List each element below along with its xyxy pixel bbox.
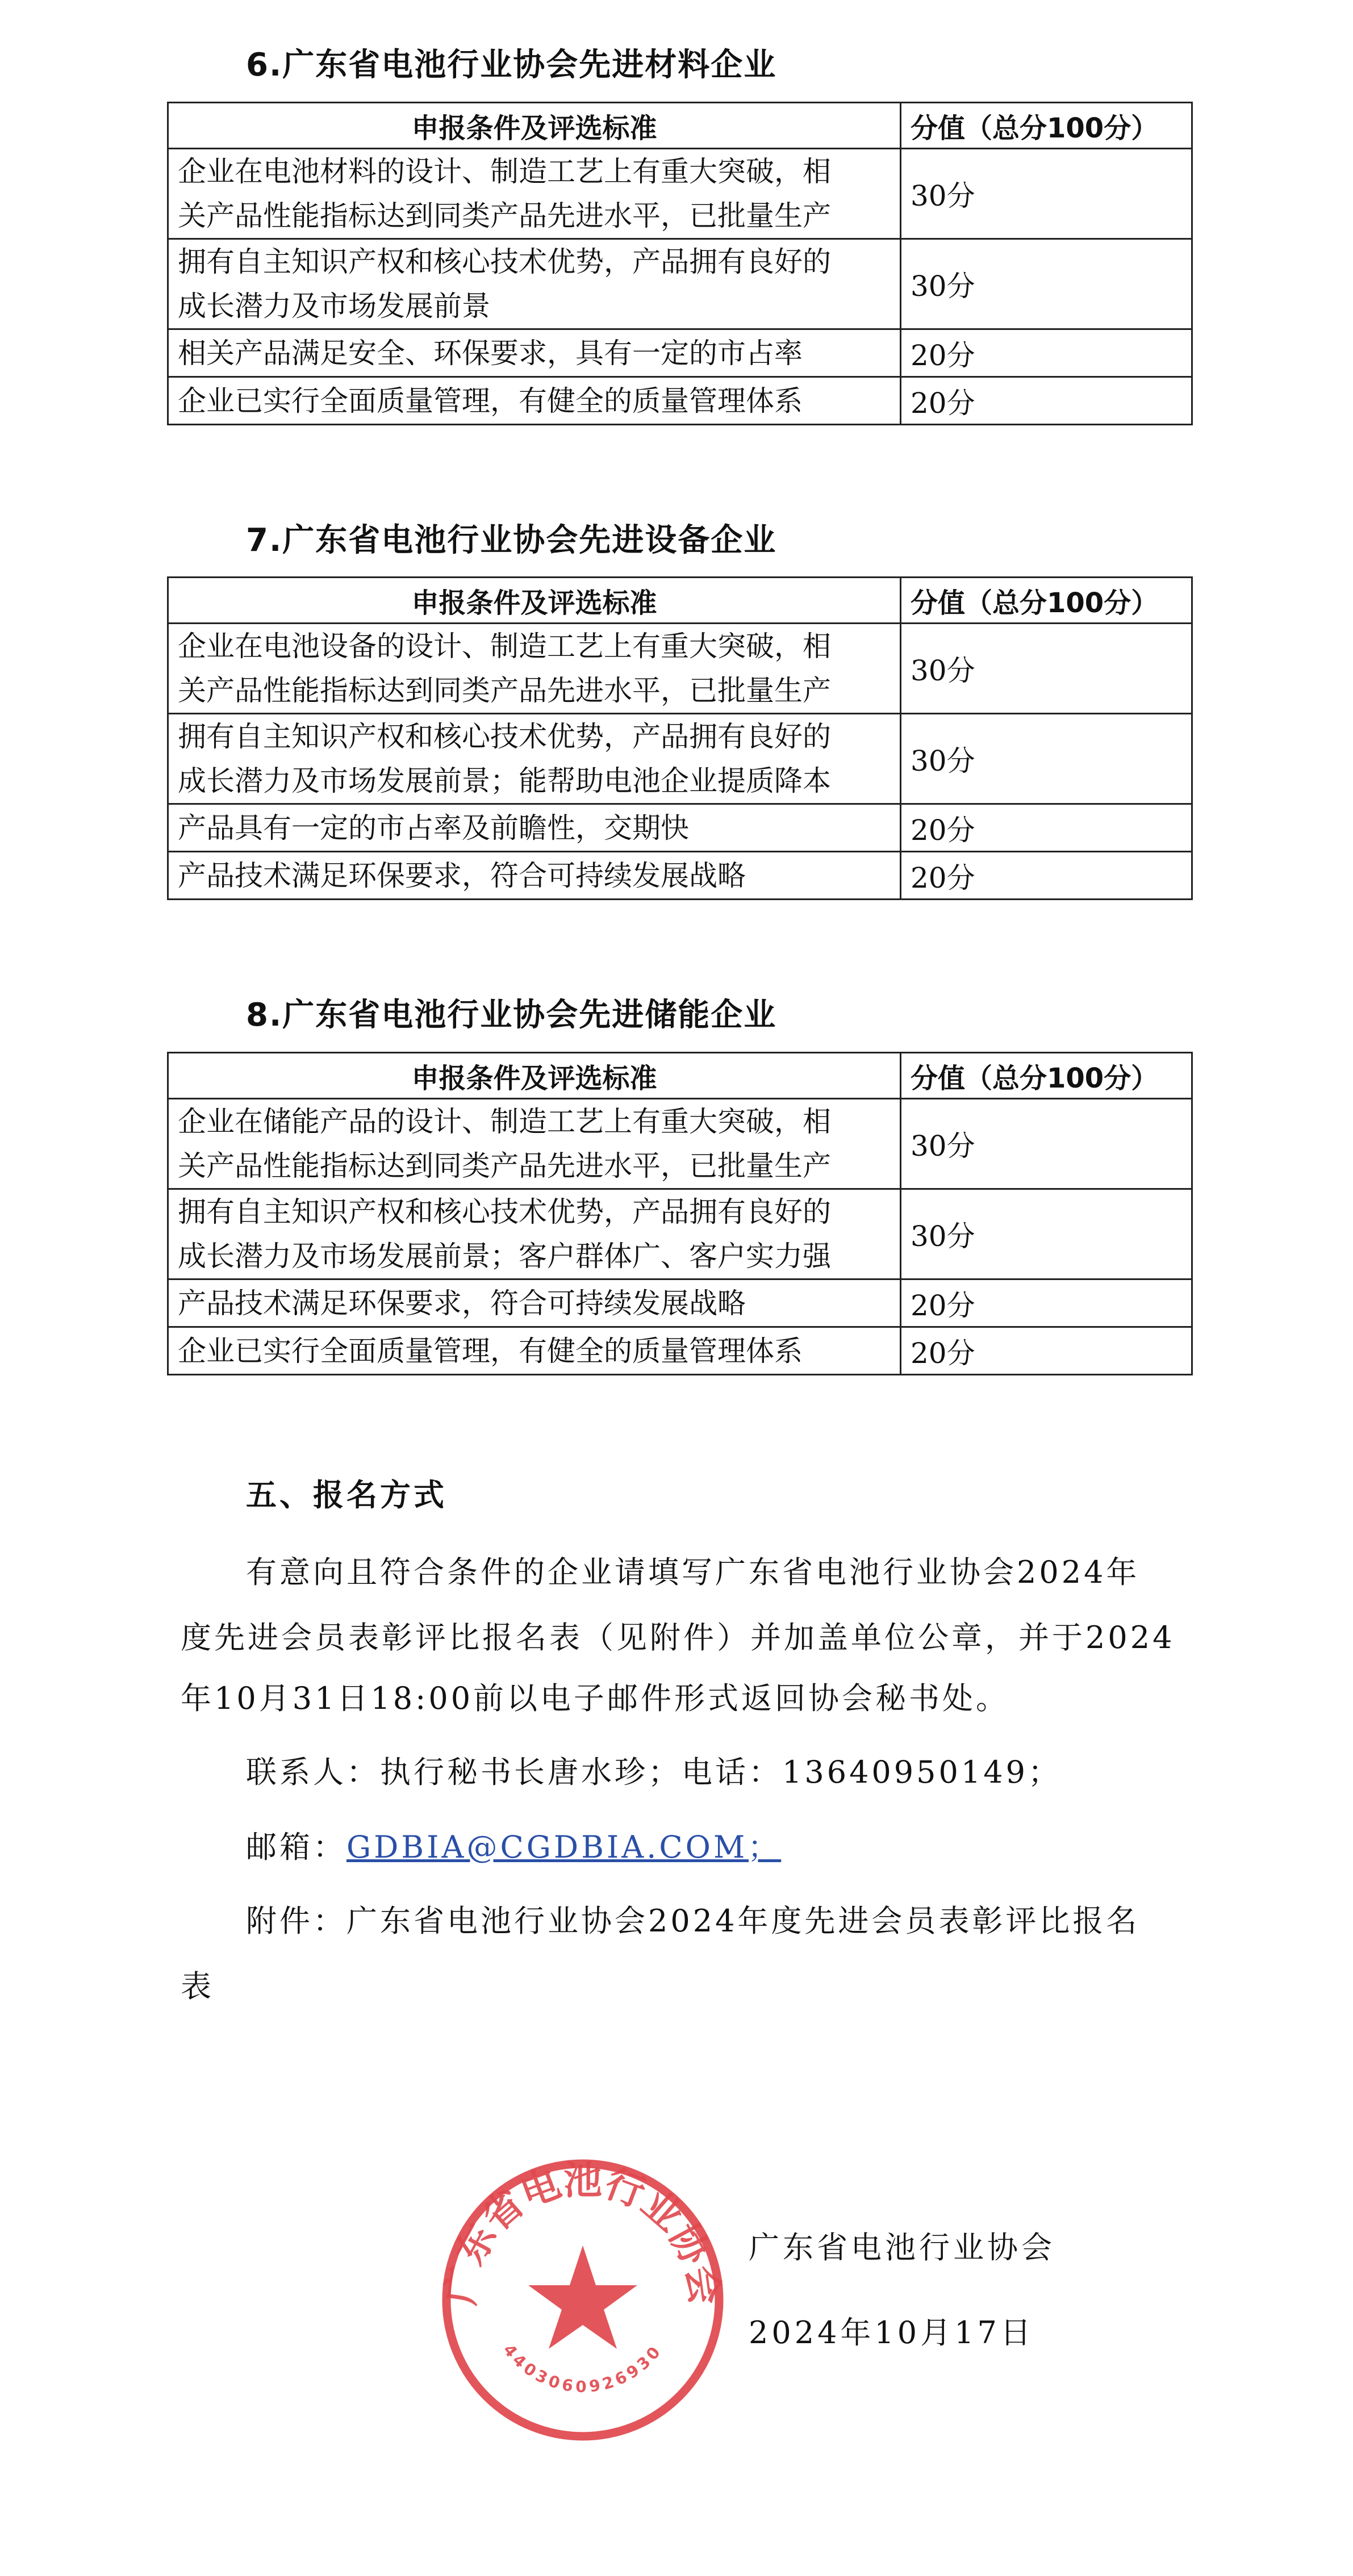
table-row: [168, 1189, 1192, 1279]
score-header: 分值（总分100分）: [901, 1053, 1192, 1099]
criteria-line: 关产品性能指标达到同类产品先进水平，已批量生产: [178, 674, 831, 707]
criteria-line: 拥有自主知识产权和核心技术优势，产品拥有良好的: [178, 720, 831, 753]
score-header: 分值（总分100分）: [901, 103, 1192, 149]
table-header-row: [168, 578, 1192, 624]
email-line: [246, 1825, 781, 1870]
criteria-line: 成长潜力及市场发展前景: [178, 290, 490, 323]
table-row: [168, 1327, 1192, 1375]
email-label: 邮箱：: [246, 1829, 346, 1865]
star-icon: [528, 2245, 637, 2349]
criteria-cell: [168, 1327, 901, 1375]
table-row: [168, 239, 1192, 329]
section-heading: 6.广东省电池行业协会先进材料企业: [246, 47, 777, 83]
signature-date: 2024年10月17日: [749, 2315, 1034, 2351]
criteria-table: [167, 102, 1193, 425]
score-cell: 20分: [901, 852, 1192, 900]
criteria-cell: [168, 239, 901, 329]
official-seal: [432, 2149, 734, 2451]
table-row: [168, 377, 1192, 425]
criteria-table: [167, 576, 1193, 900]
table-row: [168, 1099, 1192, 1189]
criteria-cell: [168, 1099, 901, 1189]
score-cell: 30分: [901, 149, 1192, 239]
paragraph-line: 度先进会员表彰评比报名表（见附件）并加盖单位公章，并于2024: [181, 1620, 1175, 1655]
criteria-line: 企业在电池设备的设计、制造工艺上有重大突破，相: [178, 630, 831, 663]
table-row: [168, 329, 1192, 377]
attachment-line: 表: [181, 1968, 214, 2004]
criteria-line: 成长潜力及市场发展前景；客户群体广、客户实力强: [178, 1240, 831, 1273]
score-cell: 30分: [901, 1189, 1192, 1279]
score-cell: 30分: [901, 1099, 1192, 1189]
criteria-line: 关产品性能指标达到同类产品先进水平，已批量生产: [178, 199, 831, 232]
signature-org: 广东省电池行业协会: [749, 2230, 1055, 2265]
table-row: [168, 624, 1192, 714]
criteria-line: 相关产品满足安全、环保要求，具有一定的市占率: [178, 336, 803, 370]
table-row: [168, 804, 1192, 852]
paragraph-line: 有意向且符合条件的企业请填写广东省电池行业协会2024年: [246, 1554, 1140, 1590]
table-row: [168, 149, 1192, 239]
score-cell: 30分: [901, 714, 1192, 804]
attachment-line: 附件：广东省电池行业协会2024年度先进会员表彰评比报名: [246, 1903, 1140, 1939]
criteria-cell: [168, 377, 901, 425]
criteria-line: 拥有自主知识产权和核心技术优势，产品拥有良好的: [178, 1195, 831, 1228]
criteria-line: 企业在储能产品的设计、制造工艺上有重大突破，相: [178, 1105, 831, 1138]
table-header-row: [168, 1053, 1192, 1099]
score-cell: 30分: [901, 239, 1192, 329]
score-cell: 20分: [901, 1327, 1192, 1375]
criteria-line: 关产品性能指标达到同类产品先进水平，已批量生产: [178, 1149, 831, 1182]
score-cell: 20分: [901, 377, 1192, 425]
seal-name: 广东省电池行业协会: [438, 2159, 728, 2308]
table-row: [168, 1279, 1192, 1327]
criteria-cell: [168, 149, 901, 239]
criteria-line: 企业在电池材料的设计、制造工艺上有重大突破，相: [178, 155, 831, 188]
criteria-header: 申报条件及评选标准: [168, 578, 901, 624]
criteria-line: 企业已实行全面质量管理，有健全的质量管理体系: [178, 1334, 803, 1368]
score-cell: 20分: [901, 804, 1192, 852]
criteria-cell: [168, 1279, 901, 1327]
criteria-line: 成长潜力及市场发展前景；能帮助电池企业提质降本: [178, 764, 831, 797]
score-header: 分值（总分100分）: [901, 578, 1192, 624]
criteria-cell: [168, 852, 901, 900]
table-header-row: [168, 103, 1192, 149]
section-heading: 8.广东省电池行业协会先进储能企业: [246, 997, 777, 1034]
criteria-table: [167, 1052, 1193, 1375]
criteria-line: 产品具有一定的市占率及前瞻性，交期快: [178, 811, 689, 844]
criteria-cell: [168, 624, 901, 714]
criteria-line: 产品技术满足环保要求，符合可持续发展战略: [178, 859, 746, 892]
section-heading: 7.广东省电池行业协会先进设备企业: [246, 522, 777, 559]
criteria-header: 申报条件及评选标准: [168, 1053, 901, 1099]
score-cell: 30分: [901, 624, 1192, 714]
criteria-cell: [168, 1189, 901, 1279]
criteria-line: 拥有自主知识产权和核心技术优势，产品拥有良好的: [178, 245, 831, 278]
paragraph-line: 年10月31日18:00前以电子邮件形式返回协会秘书处。: [181, 1680, 1010, 1716]
table-row: [168, 852, 1192, 900]
criteria-cell: [168, 714, 901, 804]
score-cell: 20分: [901, 1279, 1192, 1327]
section-heading: 五、报名方式: [246, 1477, 447, 1513]
criteria-cell: [168, 329, 901, 377]
score-cell: 20分: [901, 329, 1192, 377]
criteria-cell: [168, 804, 901, 852]
email-link[interactable]: GDBIA@CGDBIA.COM；: [346, 1829, 782, 1865]
contact-line: 联系人：执行秘书长唐水珍；电话：13640950149；: [246, 1754, 1062, 1790]
criteria-line: 企业已实行全面质量管理，有健全的质量管理体系: [178, 384, 803, 417]
table-row: [168, 714, 1192, 804]
criteria-header: 申报条件及评选标准: [168, 103, 901, 149]
seal-code: 4403060926930: [499, 2340, 666, 2396]
criteria-line: 产品技术满足环保要求，符合可持续发展战略: [178, 1286, 746, 1320]
